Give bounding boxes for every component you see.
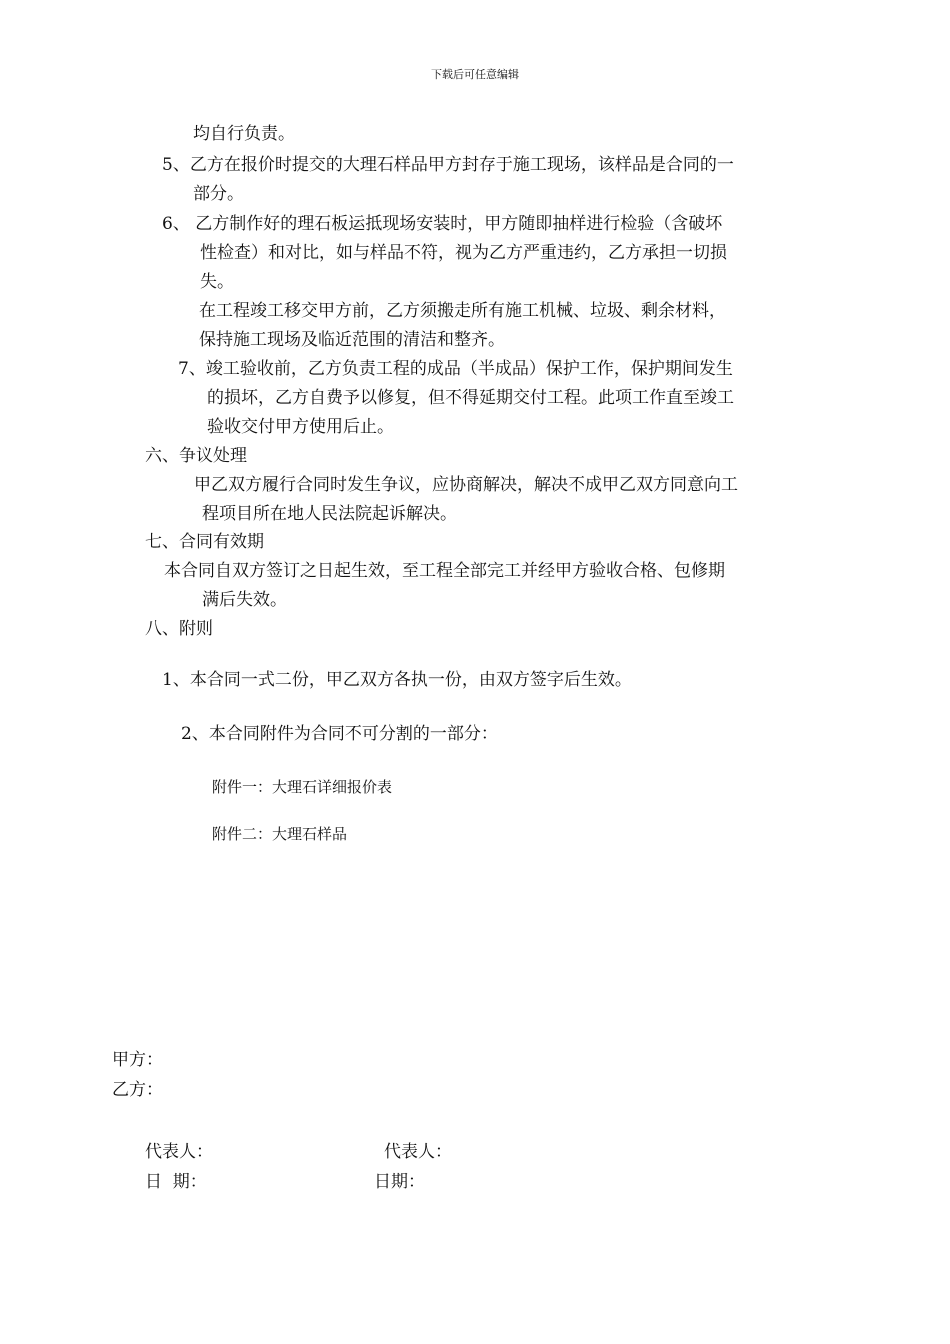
section-7-line-1: 本合同自双方签订之日起生效，至工程全部完工并经甲方验收合格、包修期 — [164, 561, 725, 581]
section-6-heading: 六、争议处理 — [145, 446, 247, 466]
party-a-label: 甲方： — [112, 1050, 163, 1070]
clause-5-line-1: 5、乙方在报价时提交的大理石样品甲方封存于施工现场，该样品是合同的一 — [162, 155, 734, 175]
text-line: 均自行负责。 — [193, 124, 295, 144]
section-6-line-1: 甲乙双方履行合同时发生争议，应协商解决，解决不成甲乙双方同意向工 — [194, 475, 738, 495]
section-6-line-2: 程项目所在地人民法院起诉解决。 — [202, 504, 457, 524]
clause-7-line-1: 7、竣工验收前，乙方负责工程的成品（半成品）保护工作，保护期间发生 — [178, 359, 733, 379]
clause-6-line-2: 性检查）和对比，如与样品不符，视为乙方严重违约，乙方承担一切损 — [200, 243, 727, 263]
representative-right-label: 代表人： — [384, 1142, 452, 1162]
clause-5-line-2: 部分。 — [193, 184, 244, 204]
party-b-label: 乙方： — [112, 1080, 163, 1100]
section-8-item-2: 2、本合同附件为合同不可分割的一部分： — [181, 724, 498, 744]
cleanup-paragraph-line-1: 在工程竣工移交甲方前，乙方须搬走所有施工机械、垃圾、剩余材料， — [199, 301, 726, 321]
cleanup-paragraph-line-2: 保持施工现场及临近范围的清洁和整齐。 — [199, 330, 505, 350]
clause-6-line-1: 6、 乙方制作好的理石板运抵现场安装时，甲方随即抽样进行检验（含破坏 — [162, 214, 723, 234]
clause-7-line-3: 验收交付甲方使用后止。 — [207, 417, 394, 437]
attachment-2: 附件二：大理石样品 — [212, 825, 348, 843]
clause-6-line-3: 失。 — [200, 272, 234, 292]
clause-7-line-2: 的损坏，乙方自费予以修复，但不得延期交付工程。此项工作直至竣工 — [207, 388, 734, 408]
section-7-line-2: 满后失效。 — [202, 590, 287, 610]
section-8-heading: 八、附则 — [145, 619, 213, 639]
section-8-item-1: 1、本合同一式二份，甲乙双方各执一份，由双方签字后生效。 — [162, 670, 632, 690]
representative-left-label: 代表人： — [145, 1142, 213, 1162]
attachment-1: 附件一：大理石详细报价表 — [212, 778, 393, 796]
date-right-label: 日期： — [374, 1172, 425, 1192]
section-7-heading: 七、合同有效期 — [145, 532, 264, 552]
page-header-note: 下载后可任意编辑 — [431, 68, 519, 81]
date-left-label: 日 期： — [145, 1172, 207, 1192]
